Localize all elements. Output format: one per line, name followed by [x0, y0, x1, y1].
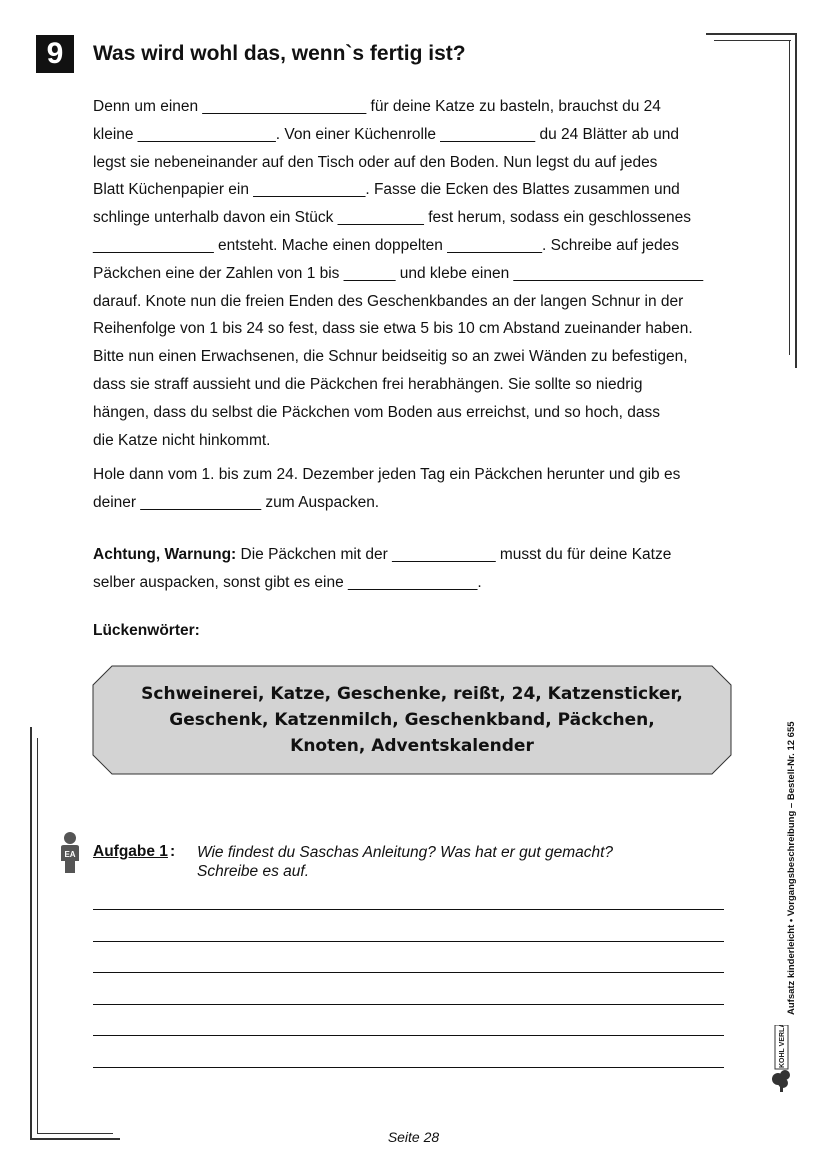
frame-top-right-h2 [714, 40, 791, 41]
text-line: selber auspacken, sonst gibt es eine _______________. [93, 574, 482, 591]
text-line: deiner ______________ zum Auspacken. [93, 494, 380, 511]
task-label: Aufgabe 1 [93, 843, 168, 860]
answer-line[interactable] [93, 1067, 724, 1068]
warning-paragraph [93, 541, 671, 597]
text-line: legst sie nebeneinander auf den Tisch oder auf den Boden. Nun legst du auf jedes [93, 153, 658, 171]
icon-badge-text: EA [64, 850, 76, 859]
frame-right-v2 [789, 40, 790, 355]
text-line: darauf. Knote nun die freien Enden des Geschenkbandes an der langen Schnur in der [93, 292, 684, 310]
text-line: hängen, dass du selbst die Päckchen vom Boden aus erreichst, und so hoch, dass [93, 403, 660, 421]
page-number: Seite 28 [387, 1129, 440, 1145]
logo-text: KOHL VERLAG [779, 1025, 786, 1068]
text-line: Hole dann vom 1. bis zum 24. Dezember jeden Tag ein Päckchen herunter und gib es [93, 466, 681, 483]
section-number-badge: 9 [36, 35, 74, 73]
single-work-person-icon [58, 831, 82, 875]
text-line: die Katze nicht hinkommt. [93, 431, 271, 449]
answer-line[interactable] [93, 941, 724, 942]
text-line [93, 541, 671, 569]
warning-text: Die Päckchen mit der ____________ musst du für deine Katze [236, 546, 672, 563]
gap-words-box [92, 665, 732, 775]
gap-words-line: Knoten, Adventskalender [290, 736, 534, 756]
text-line: Reihenfolge von 1 bis 24 so fest, dass sie etwa 5 bis 10 cm Abstand zueinander haben. [93, 320, 693, 338]
gap-words-line: Schweinerei, Katze, Geschenke, reißt, 24, Katzensticker, [141, 684, 683, 704]
task-colon: : [170, 843, 176, 860]
frame-right-v [795, 33, 797, 368]
text-line: Päckchen eine der Zahlen von 1 bis ______ und klebe einen ______________________ [93, 264, 704, 282]
text-line: Blatt Küchenpapier ein _____________. Fasse die Ecken des Blattes zusammen und [93, 181, 680, 199]
page-title: Was wird wohl das, wenn`s fertig ist? [93, 42, 466, 65]
text-line: ______________ entsteht. Mache einen doppelten ___________. Schreibe auf jedes [93, 236, 680, 254]
instruction-text [93, 93, 743, 454]
side-publisher-text: Aufsatz kinderleicht • Vorgangsbeschreibung – Bestell-Nr. 12 655 [786, 721, 797, 1015]
task-question [197, 843, 697, 881]
text-line: Bitte nun einen Erwachsenen, die Schnur beidseitig so an zwei Wänden zu befestigen, [93, 348, 688, 366]
frame-left-v2 [37, 738, 38, 1134]
answer-line[interactable] [93, 1004, 724, 1005]
gap-words-heading: Lückenwörter: [93, 622, 200, 639]
gap-words-list [92, 681, 732, 759]
frame-top-right-h [706, 33, 796, 35]
text-line: kleine ________________. Von einer Küchenrolle ___________ du 24 Blätter ab und [93, 125, 680, 143]
second-paragraph [93, 461, 680, 517]
text-line: dass sie straff aussieht und die Päckchen frei herabhängen. Sie sollte so niedrig [93, 375, 643, 393]
text-line: schlinge unterhalb davon ein Stück __________ fest herum, sodass ein geschlossenes [93, 209, 692, 227]
answer-line[interactable] [93, 1035, 724, 1036]
gap-words-line: Geschenk, Katzenmilch, Geschenkband, Päckchen, [169, 710, 655, 730]
text-line: Schreibe es auf. [197, 863, 310, 880]
warning-label: Achtung, Warnung: [93, 546, 237, 563]
frame-left-v [30, 727, 32, 1140]
publisher-logo [768, 1025, 796, 1093]
text-line: Wie findest du Saschas Anleitung? Was hat er gut gemacht? [197, 844, 614, 861]
text-line: Denn um einen ___________________ für deine Katze zu basteln, brauchst du 24 [93, 98, 661, 115]
answer-line[interactable] [93, 909, 724, 910]
answer-line[interactable] [93, 972, 724, 973]
